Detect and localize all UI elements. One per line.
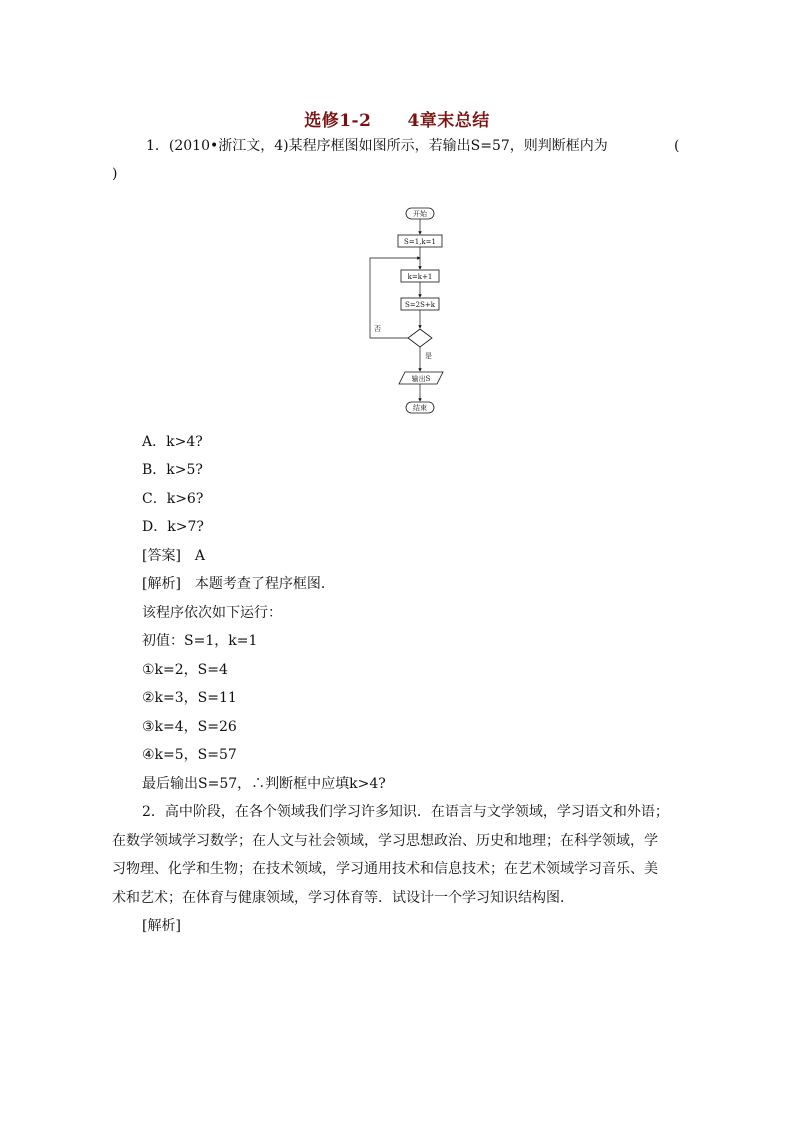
flow-step2-label: S=2S+k (404, 301, 436, 309)
flow-start-label: 开始 (413, 210, 427, 218)
flow-decision-node (408, 329, 432, 347)
flow-end-label: 结束 (413, 404, 427, 412)
flow-yes-label: 是 (425, 352, 432, 360)
analysis-step-3: ③k=4，S=26 (142, 719, 237, 735)
question-2-line-4: 术和艺术；在体育与健康领域，学习体育等．试设计一个学习知识结构图． (112, 890, 574, 906)
analysis-step-2: ②k=3，S=11 (142, 690, 237, 706)
answer-line: [答案] A (142, 548, 206, 564)
flow-step1-label: k=k+1 (407, 273, 433, 281)
analysis-initial: 初值：S=1，k=1 (142, 633, 258, 649)
answer-paren-close: ) (112, 166, 118, 182)
question-2-analysis-label: [解析] (142, 918, 181, 934)
flow-output-label: 输出S (411, 375, 431, 383)
title-chapter: 4章末总结 (407, 111, 490, 131)
option-a: A．k>4? (142, 434, 203, 450)
analysis-heading: [解析] 本题考查了程序框图． (142, 576, 335, 592)
program-flowchart (360, 204, 460, 418)
question-2-line-3: 习物理、化学和生物；在技术领域，学习通用技术和信息技术；在艺术领域学习音乐、美 (112, 861, 658, 877)
question-2-line-1: 2．高中阶段，在各个领域我们学习许多知识．在语言与文学领域，学习语文和外语； (142, 804, 669, 820)
option-d: D．k>7? (142, 519, 204, 535)
flow-no-label: 否 (374, 325, 381, 333)
page-title (0, 106, 794, 131)
analysis-step-4: ④k=5，S=57 (142, 747, 237, 763)
title-course: 选修1-2 (304, 111, 372, 131)
option-b: B．k>5? (142, 462, 203, 478)
analysis-step-1: ①k=2，S=4 (142, 662, 228, 678)
answer-paren-open: ( (674, 138, 680, 154)
question-2-line-2: 在数学领域学习数学；在人文与社会领域，学习思想政治、历史和地理；在科学领域，学 (112, 833, 658, 849)
analysis-intro: 该程序依次如下运行： (142, 605, 282, 621)
analysis-conclusion: 最后输出S=57，∴判断框中应填k>4? (142, 776, 386, 792)
option-c: C．k>6? (142, 491, 204, 507)
question-1-text: 1．(2010•浙江文，4)某程序框图如图所示，若输出S=57，则判断框内为 (146, 138, 608, 154)
flow-init-label: S=1,k=1 (404, 238, 436, 246)
